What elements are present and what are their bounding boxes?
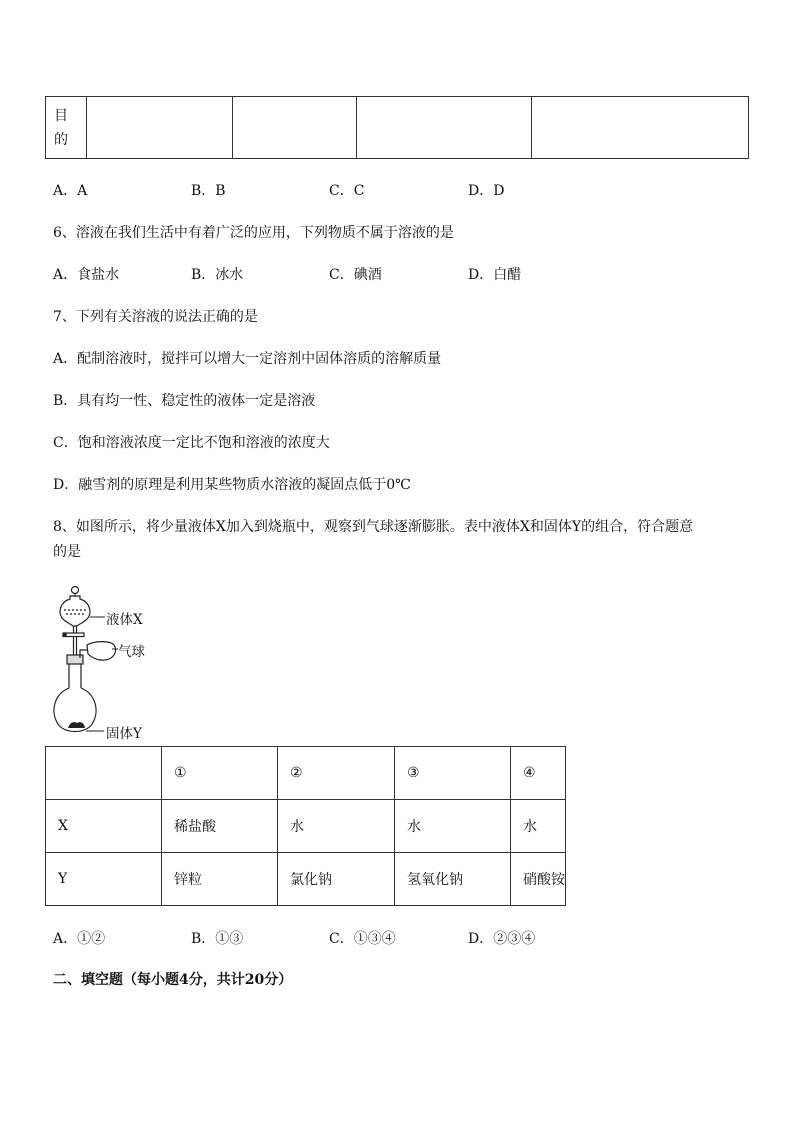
- option-a: A．配制溶液时，搅拌可以增大一定溶剂中固体溶质的溶解质量: [53, 351, 442, 367]
- table-header-cell: [46, 747, 162, 800]
- row-label: 的: [54, 131, 68, 148]
- question-8: 8、如图所示，将少量液体X加入到烧瓶中，观察到气球逐渐膨胀。表中液体X和固体Y的组合，符合题意: [53, 519, 694, 535]
- row-label: 目: [54, 107, 68, 124]
- table-row: [46, 800, 566, 853]
- liquid-x-label: 液体X: [106, 612, 143, 628]
- question-8-cont: 的是: [53, 544, 81, 560]
- option-d: D．融雪剂的原理是利用某些物质水溶液的凝固点低于0℃: [53, 477, 411, 493]
- question-7: 7、下列有关溶液的说法正确的是: [53, 309, 258, 325]
- option-b: B．具有均一性、稳定性的液体一定是溶液: [53, 393, 316, 409]
- table-cell: 硝酸铵: [511, 853, 566, 906]
- table-header-cell: ②: [278, 747, 395, 800]
- table-cell: [87, 97, 233, 159]
- table-cell: 水: [278, 800, 395, 853]
- table-cell: [233, 97, 357, 159]
- apparatus-diagram: [50, 582, 180, 742]
- table-cell: 稀盐酸: [162, 800, 278, 853]
- table-cell: 氢氧化钠: [395, 853, 511, 906]
- table-row: [46, 853, 566, 906]
- table-cell: 水: [511, 800, 566, 853]
- option-d: D．②③④: [468, 931, 536, 947]
- table-cell: 氯化钠: [278, 853, 395, 906]
- table-cell: Y: [46, 853, 162, 906]
- option-c: C．C: [329, 183, 365, 199]
- option-a: A．食盐水: [53, 267, 120, 283]
- table-cell: 锌粒: [162, 853, 278, 906]
- table-cell: 水: [395, 800, 511, 853]
- top-table: [45, 96, 749, 159]
- q8-table: [45, 746, 566, 906]
- table-header-cell: ③: [395, 747, 511, 800]
- option-c: C．碘酒: [329, 267, 382, 283]
- section-heading: 二、填空题（每小题4分，共计20分）: [53, 972, 293, 988]
- table-header-cell: ①: [162, 747, 278, 800]
- option-c: C．①③④: [329, 931, 396, 947]
- solid-y-label: 固体Y: [106, 726, 142, 742]
- table-cell: X: [46, 800, 162, 853]
- balloon-label: 气球: [118, 644, 145, 660]
- table-header-cell: ④: [511, 747, 566, 800]
- question-6: 6、溶液在我们生活中有着广泛的应用，下列物质不属于溶液的是: [53, 225, 454, 241]
- table-row: [46, 97, 749, 159]
- option-b: B．①③: [191, 931, 244, 947]
- table-cell: [357, 97, 532, 159]
- option-a: A．①②: [53, 931, 106, 947]
- table-row: [46, 747, 566, 800]
- table-cell: [46, 97, 87, 159]
- option-b: B．冰水: [191, 267, 244, 283]
- option-b: B．B: [191, 183, 226, 199]
- option-c: C．饱和溶液浓度一定比不饱和溶液的浓度大: [53, 435, 330, 451]
- option-d: D．D: [468, 183, 505, 199]
- option-d: D．白醋: [468, 267, 522, 283]
- table-cell: [532, 97, 749, 159]
- option-a: A．A: [53, 183, 88, 199]
